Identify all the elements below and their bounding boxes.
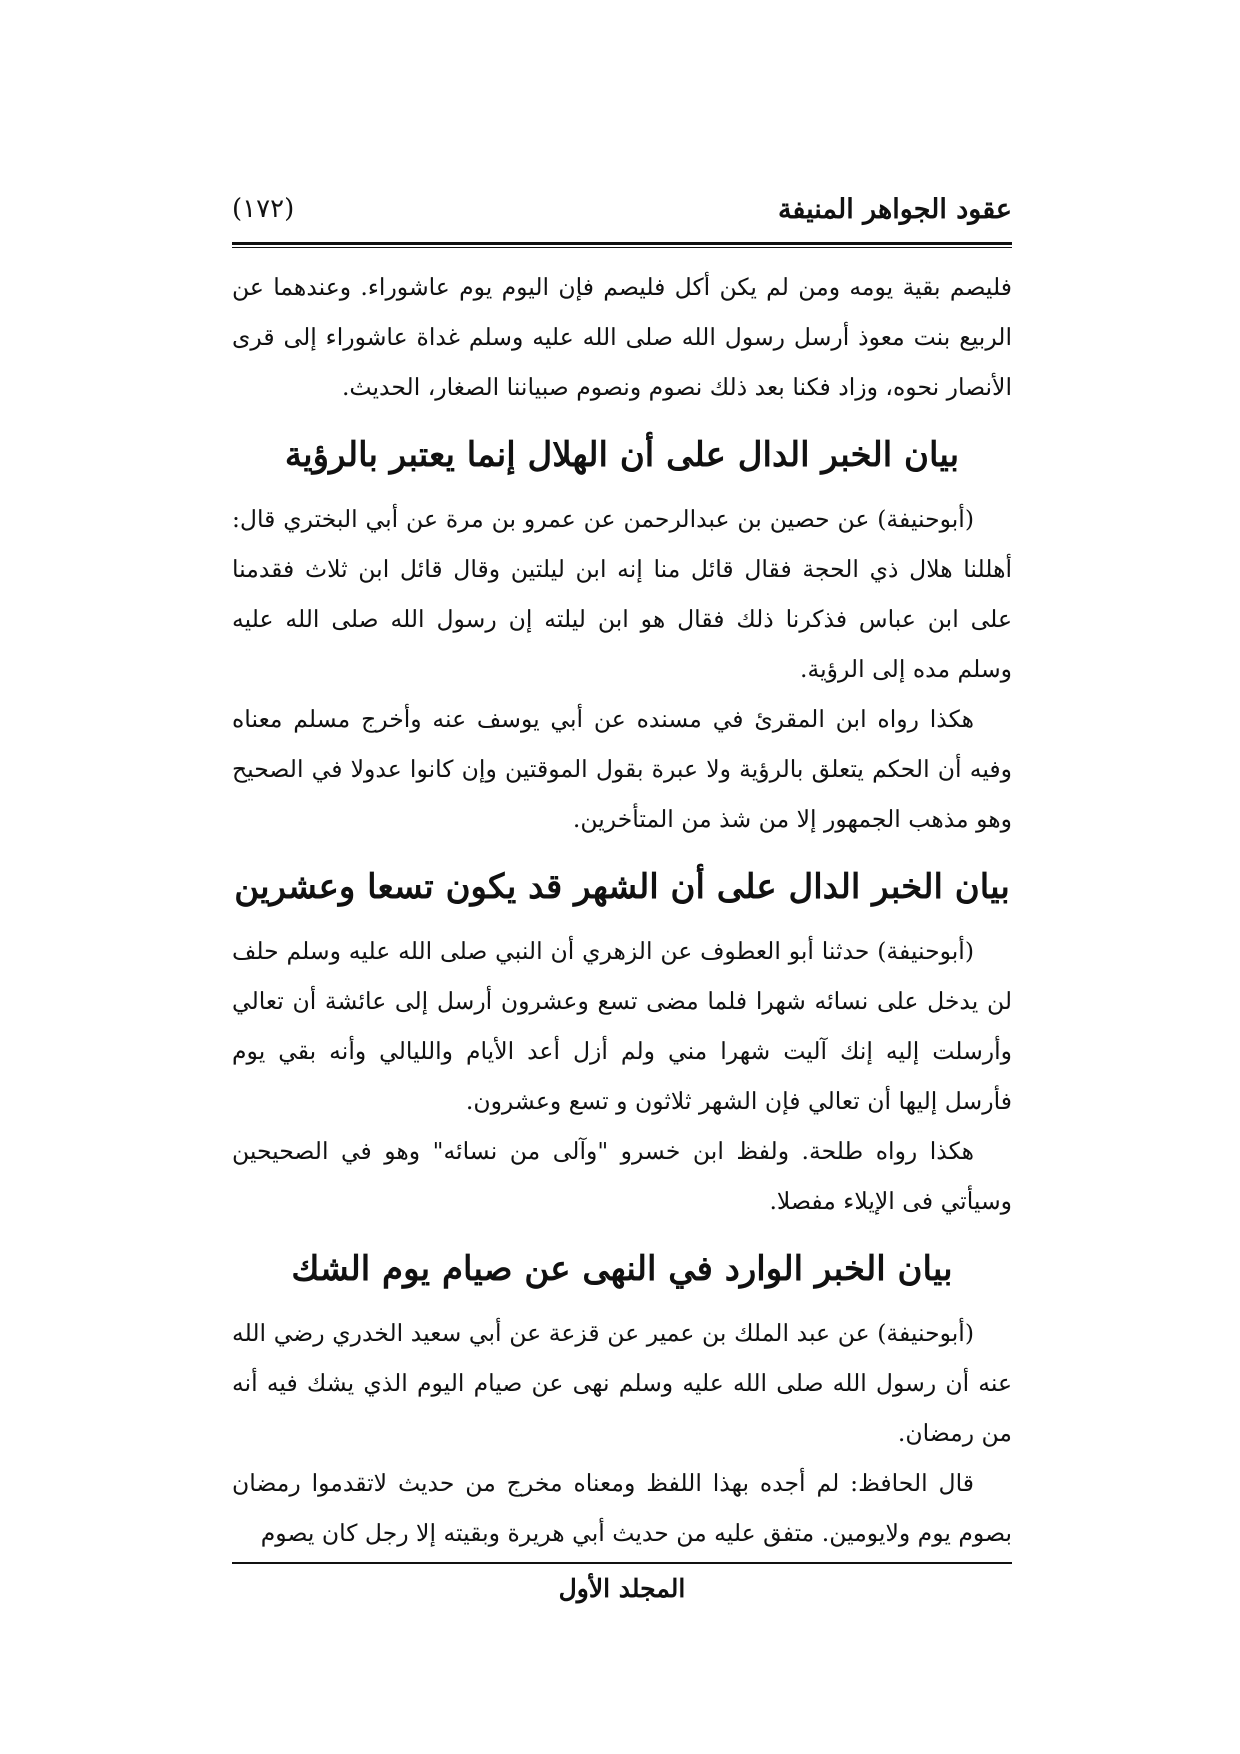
body-text <box>232 262 1012 1558</box>
paragraph: هكذا رواه ابن المقرئ في مسنده عن أبي يوسف عنه وأخرج مسلم معناه وفيه أن الحكم يتعلق بالرؤية ولا عبرة بقول الموقتين وإن كانوا عدولا في الصحيح وهو مذهب الجمهور إلا من شذ من المتأخرين. <box>232 705 1012 833</box>
page-header <box>232 190 1012 230</box>
paragraph: (أبوحنيفة) عن حصين بن عبدالرحمن عن عمرو بن مرة عن أبي البختري قال: أهللنا هلال ذي الحجة فقال قائل منا إنه ابن ليلتين وقال قائل ابن ثلاث فقدمنا على ابن عباس فذكرنا ذلك فقال هو ابن ليلته إن رسول الله صلى الله عليه وسلم مده إلى الرؤية. <box>232 505 1012 683</box>
paragraph: قال الحافظ: لم أجده بهذا اللفظ ومعناه مخرج من حديث لاتقدموا رمضان بصوم يوم ولايومين. متفق عليه من حديث أبي هريرة وبقيته إلا رجل كان يصوم <box>232 1469 1012 1547</box>
header-rule <box>232 242 1012 248</box>
section-heading: بيان الخبر الدال على أن الهلال إنما يعتبر بالرؤية <box>284 435 960 475</box>
section-heading: بيان الخبر الوارد في النهى عن صيام يوم الشك <box>291 1249 953 1289</box>
page <box>232 190 1012 1603</box>
section-heading: بيان الخبر الدال على أن الشهر قد يكون تسعا وعشرين <box>234 867 1010 907</box>
page-number: (١٧٢) <box>232 194 295 224</box>
paragraph: (أبوحنيفة) حدثنا أبو العطوف عن الزهري أن النبي صلى الله عليه وسلم حلف لن يدخل على نسائه شهرا فلما مضى تسع وعشرون أرسل إلى عائشة أن تعالي وأرسلت إليه إنك آليت شهرا مني ولم أزل أعد الأيام والليالي وأنه بقي يوم فأرسل إليها أن تعالي فإن الشهر ثلاثون و تسع وعشرون. <box>232 937 1012 1115</box>
volume-label: المجلد الأول <box>558 1574 686 1603</box>
paragraph: هكذا رواه طلحة. ولفظ ابن خسرو "وآلى من نسائه" وهو في الصحيحين وسيأتي فى الإيلاء مفصلا. <box>232 1137 1012 1215</box>
book-title: عقود الجواهر المنيفة <box>777 194 1012 225</box>
paragraph: فليصم بقية يومه ومن لم يكن أكل فليصم فإن اليوم يوم عاشوراء. وعندهما عن الربيع بنت معوذ أرسل رسول الله صلى الله عليه وسلم غداة عاشوراء إلى قرى الأنصار نحوه، وزاد فكنا بعد ذلك نصوم ونصوم صبياننا الصغار، الحديث. <box>232 273 1012 401</box>
paragraph: (أبوحنيفة) عن عبد الملك بن عمير عن قزعة عن أبي سعيد الخدري رضي الله عنه أن رسول الله صلى الله عليه وسلم نهى عن صيام اليوم الذي يشك فيه أنه من رمضان. <box>232 1319 1012 1447</box>
footer-rule <box>232 1562 1012 1564</box>
